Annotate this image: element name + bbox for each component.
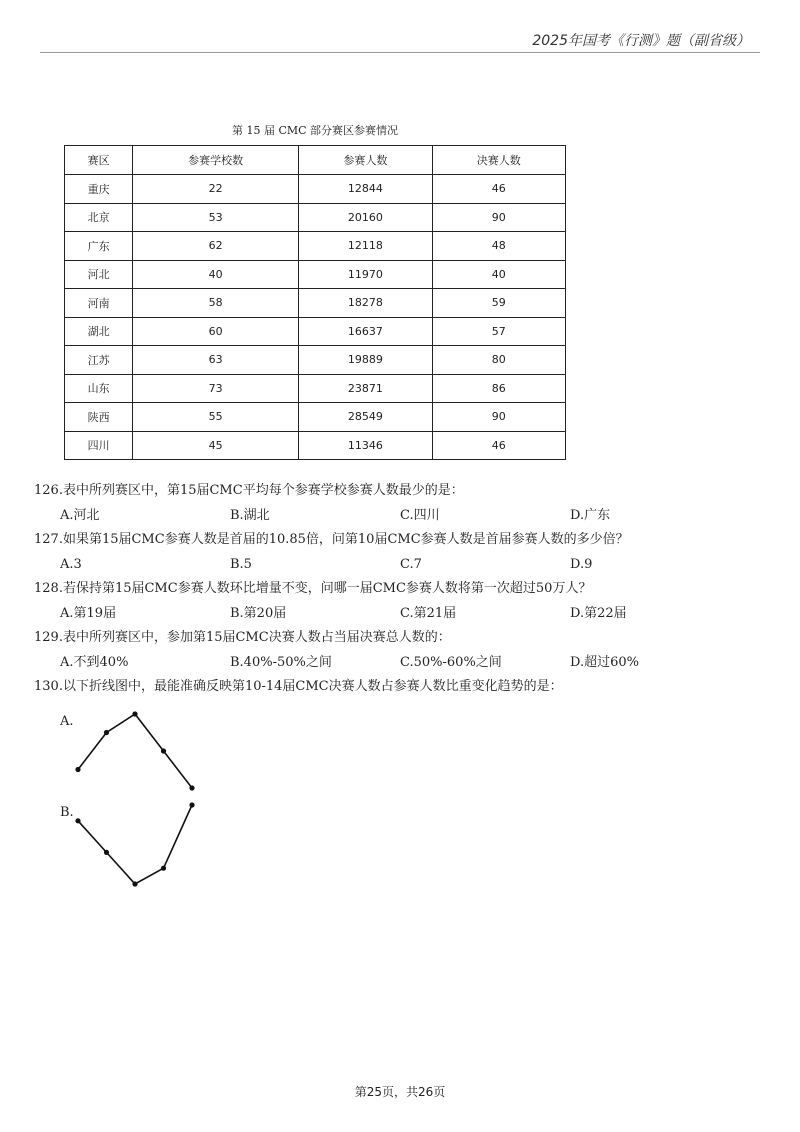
question-129 xyxy=(34,626,774,675)
table-cell: 90 xyxy=(432,203,565,232)
option-c[interactable]: C.四川 xyxy=(400,507,440,523)
trend-point xyxy=(75,818,80,823)
trend-point xyxy=(161,866,166,871)
question-stem: 128.若保持第15届CMC参赛人数环比增量不变，问哪一届CMC参赛人数将第一次超过50万人？ xyxy=(34,581,592,596)
table-cell: 湖北 xyxy=(65,317,133,346)
option-d[interactable]: D.9 xyxy=(570,556,593,572)
option-row xyxy=(34,651,774,676)
table-cell: 11346 xyxy=(299,431,432,460)
trend-point xyxy=(132,881,137,886)
table-row xyxy=(65,260,566,289)
option-row xyxy=(34,504,774,529)
table-row xyxy=(65,203,566,232)
table-cell: 江苏 xyxy=(65,346,133,375)
table-cell: 12118 xyxy=(299,232,432,261)
option-c[interactable]: C.50%-60%之间 xyxy=(400,654,502,670)
table-cell: 11970 xyxy=(299,260,432,289)
table-cell: 18278 xyxy=(299,289,432,318)
option-row xyxy=(34,553,774,578)
table-row xyxy=(65,289,566,318)
table-cell: 62 xyxy=(133,232,299,261)
table-cell: 19889 xyxy=(299,346,432,375)
table-cell: 86 xyxy=(432,374,565,403)
option-a[interactable]: A.第19届 xyxy=(60,605,117,621)
table-cell: 59 xyxy=(432,289,565,318)
table-cell: 陕西 xyxy=(65,403,133,432)
table-cell: 四川 xyxy=(65,431,133,460)
trend-line xyxy=(78,805,192,884)
option-b[interactable]: B.湖北 xyxy=(230,507,270,523)
trend-point xyxy=(132,711,137,716)
table-cell: 53 xyxy=(133,203,299,232)
document-header-title: 2025年国考《行测》题（副省级） xyxy=(532,33,750,49)
figure-option-a-label[interactable]: A. xyxy=(60,714,74,729)
table-cell: 60 xyxy=(133,317,299,346)
question-stem: 129.表中所列赛区中，参加第15届CMC决赛人数占当届决赛总人数的： xyxy=(34,630,451,645)
column-header: 赛区 xyxy=(65,146,133,175)
page-number: 第25页，共26页 xyxy=(354,1085,446,1099)
table-cell: 重庆 xyxy=(65,175,133,204)
table-cell: 90 xyxy=(432,403,565,432)
trend-point xyxy=(104,730,109,735)
table-cell: 16637 xyxy=(299,317,432,346)
option-b[interactable]: B.第20届 xyxy=(230,605,287,621)
table-cell: 40 xyxy=(432,260,565,289)
option-a[interactable]: A.河北 xyxy=(60,507,100,523)
table-cell: 23871 xyxy=(299,374,432,403)
table-cell: 80 xyxy=(432,346,565,375)
table-cell: 45 xyxy=(133,431,299,460)
table-cell: 12844 xyxy=(299,175,432,204)
table-cell: 57 xyxy=(432,317,565,346)
table-cell: 73 xyxy=(133,374,299,403)
table-cell: 40 xyxy=(133,260,299,289)
column-header: 参赛人数 xyxy=(299,146,432,175)
trend-point xyxy=(189,802,194,807)
table-row xyxy=(65,403,566,432)
table-cell: 28549 xyxy=(299,403,432,432)
trend-point xyxy=(104,850,109,855)
header-divider xyxy=(40,52,760,53)
table-cell: 山东 xyxy=(65,374,133,403)
question-stem: 126.表中所列赛区中，第15届CMC平均每个参赛学校参赛人数最少的是： xyxy=(34,483,464,498)
question-list xyxy=(34,479,774,700)
option-row xyxy=(34,602,774,627)
table-row xyxy=(65,232,566,261)
table-cell: 河南 xyxy=(65,289,133,318)
table-cell: 46 xyxy=(432,175,565,204)
table-cell: 20160 xyxy=(299,203,432,232)
table-caption: 第 15 届 CMC 部分赛区参赛情况 xyxy=(231,124,399,137)
table-row xyxy=(65,317,566,346)
figure-option-b-label[interactable]: B. xyxy=(60,805,74,820)
table-header-row xyxy=(65,146,566,175)
option-c[interactable]: C.7 xyxy=(400,556,422,572)
table-cell: 北京 xyxy=(65,203,133,232)
trend-point xyxy=(75,767,80,772)
table-cell: 河北 xyxy=(65,260,133,289)
option-c[interactable]: C.第21届 xyxy=(400,605,457,621)
table-cell: 58 xyxy=(133,289,299,318)
table-row xyxy=(65,431,566,460)
trend-point xyxy=(189,785,194,790)
question-126 xyxy=(34,479,774,528)
option-b[interactable]: B.5 xyxy=(230,556,252,572)
table-row xyxy=(65,175,566,204)
question-128 xyxy=(34,577,774,626)
trend-point xyxy=(161,748,166,753)
option-a[interactable]: A.3 xyxy=(60,556,82,572)
data-table xyxy=(64,145,566,460)
column-header: 决赛人数 xyxy=(432,146,565,175)
table-cell: 46 xyxy=(432,431,565,460)
option-d[interactable]: D.广东 xyxy=(570,507,611,523)
question-130 xyxy=(34,675,774,700)
table-cell: 48 xyxy=(432,232,565,261)
table-cell: 63 xyxy=(133,346,299,375)
option-a[interactable]: A.不到40% xyxy=(60,654,129,670)
option-d[interactable]: D.第22届 xyxy=(570,605,627,621)
figure-option-a-line-chart[interactable] xyxy=(70,706,200,796)
question-stem: 127.如果第15届CMC参赛人数是首届的10.85倍，问第10届CMC参赛人数是首届参赛人数的多少倍？ xyxy=(34,532,629,547)
table-row xyxy=(65,374,566,403)
column-header: 参赛学校数 xyxy=(133,146,299,175)
question-127 xyxy=(34,528,774,577)
table-row xyxy=(65,346,566,375)
table-cell: 22 xyxy=(133,175,299,204)
figure-option-b-line-chart[interactable] xyxy=(70,797,200,892)
option-d[interactable]: D.超过60% xyxy=(570,654,639,670)
table-cell: 广东 xyxy=(65,232,133,261)
table-cell: 55 xyxy=(133,403,299,432)
trend-line xyxy=(78,714,192,788)
option-b[interactable]: B.40%-50%之间 xyxy=(230,654,332,670)
question-stem: 130.以下折线图中，最能准确反映第10-14届CMC决赛人数占参赛人数比重变化趋势的是： xyxy=(34,679,563,694)
